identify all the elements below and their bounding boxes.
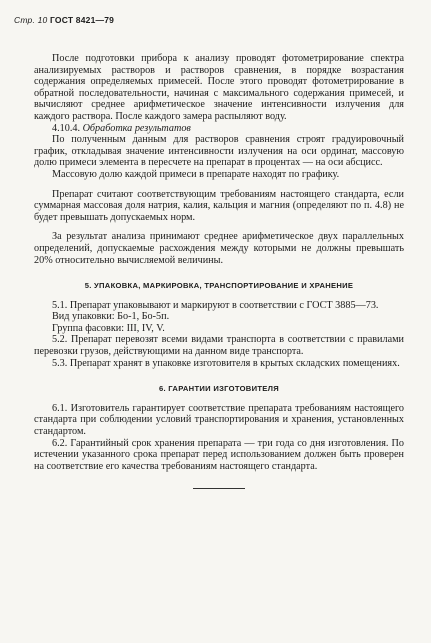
document-body — [34, 53, 404, 489]
standard-code: ГОСТ 8421—79 — [50, 15, 115, 25]
section-heading: 6. ГАРАНТИИ ИЗГОТОВИТЕЛЯ — [158, 384, 280, 394]
paragraph: 5.1. Препарат упаковывают и маркируют в соответствии с ГОСТ 3885—73. — [52, 299, 379, 311]
paragraph: Вид упаковки: Бо-1, Бо-5п. — [52, 311, 170, 323]
subsection-title: Обработка результатов — [82, 122, 191, 134]
paragraph: По полученным данным для растворов сравнения строят градуировочный график, откладывая значение интенсивности излучения на оси ординат, массовую долю примеси элемента в пересчете на препарат в процентах — на оси абсцисс. — [34, 134, 404, 169]
paragraph: Препарат считают соответствующим требованиям настоящего стандарта, если суммарная массовая доля натрия, калия, кальция и магния (определяют по п. 4.8) не будет превышать допускаемых норм. — [34, 188, 404, 223]
paragraph: Группа фасовки: III, IV, V. — [52, 322, 165, 334]
page-number: Стр. 10 — [14, 15, 48, 25]
paragraph: 6.2. Гарантийный срок хранения препарата — три года со дня изготовления. По истечении указанного срока препарат перед использованием должен быть проверен на соответствие его качества требованиям настоящего стандарта. — [34, 437, 404, 472]
paragraph: 5.2. Препарат перевозят всеми видами транспорта в соответствии с правилами перевозки грузов, действующими на данном виде транспорта. — [34, 334, 404, 358]
page-header — [14, 15, 114, 25]
subsection-number: 4.10.4. — [52, 122, 81, 134]
paragraph: 6.1. Изготовитель гарантирует соответствие препарата требованиям настоящего стандарта при соблюдении условий транспортирования и хранения, установленных стандартом. — [34, 402, 404, 438]
paragraph: За результат анализа принимают среднее арифметическое двух параллельных определений, допускаемые расхождения между которыми не должны превышать 20% относительно вычисляемой величины. — [34, 231, 404, 266]
end-rule — [193, 488, 245, 489]
paragraph: 5.3. Препарат хранят в упаковке изготовителя в крытых складских помещениях. — [52, 357, 400, 369]
paragraph: После подготовки прибора к анализу проводят фотометрирование спектра анализируемых растворов и растворов сравнения, в порядке возрастания содержания определяемых примесей. После этого проводят фотометрирование в обратной последовательности, начиная с максимального содержания примесей, и вычисляют среднее арифметическое значение интенсивности излучения для каждого раствора. После каждого замера распыляют воду. — [34, 53, 404, 122]
section-heading: 5. УПАКОВКА, МАРКИРОВКА, ТРАНСПОРТИРОВАНИЕ И ХРАНЕНИЕ — [84, 281, 354, 291]
subsection-heading — [34, 123, 404, 135]
paragraph: Массовую долю каждой примеси в препарате находят по графику. — [52, 168, 340, 180]
